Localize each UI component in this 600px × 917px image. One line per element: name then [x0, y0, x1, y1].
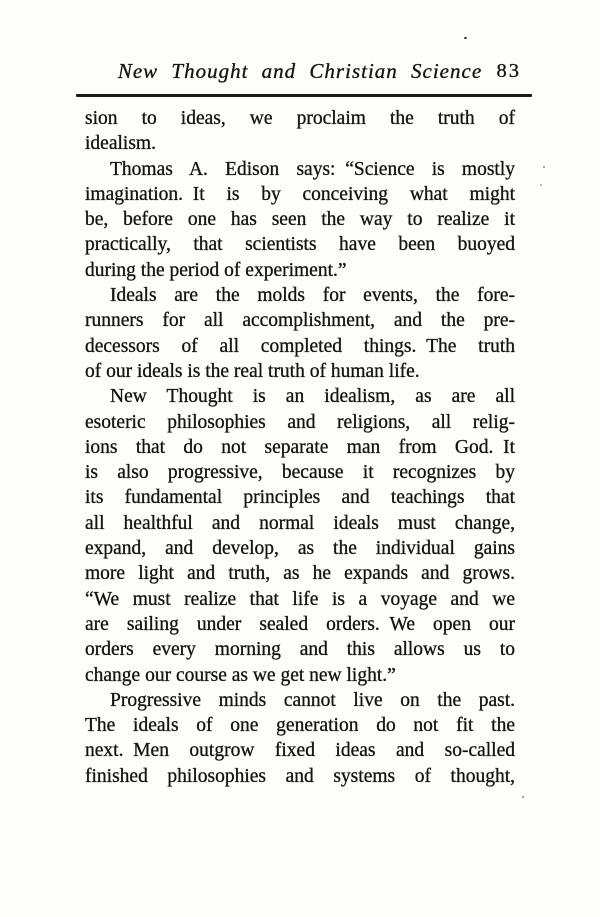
text-line: more light and truth, as he expands and grows. [85, 563, 515, 585]
text-line: are sailing under sealed orders. We open our [85, 613, 515, 635]
running-header [85, 58, 521, 84]
text-line: during the period of experiment.” [85, 259, 347, 281]
text-line: “We must realize that life is a voyage and we [85, 588, 515, 610]
text-line: runners for all accomplishment, and the pre- [85, 310, 515, 332]
text-line: esoteric philosophies and religions, all relig- [85, 411, 515, 433]
page-body-text [85, 106, 515, 789]
running-header-title: New Thought and Christian Science [117, 59, 483, 83]
paragraph [85, 688, 515, 789]
paragraph [85, 283, 515, 384]
text-line: orders every morning and this allows us to [85, 639, 515, 661]
scan-artifact-dot [540, 184, 542, 186]
paragraph [85, 106, 515, 157]
text-line: is also progressive, because it recognizes by [85, 462, 515, 484]
text-line: The ideals of one generation do not fit the [85, 715, 515, 737]
text-line: Ideals are the molds for events, the fore- [110, 285, 515, 307]
text-line: ions that do not separate man from God. It [85, 436, 515, 458]
text-line: its fundamental principles and teachings that [85, 487, 515, 509]
text-line: idealism. [85, 133, 156, 155]
text-line: change our course as we get new light.” [85, 664, 396, 686]
text-line: New Thought is an idealism, as are all [110, 386, 515, 408]
text-line: Thomas A. Edison says: “Science is mostly [110, 158, 515, 180]
text-line: be, before one has seen the way to realize it [85, 209, 515, 231]
text-line: sion to ideas, we proclaim the truth of [85, 108, 515, 129]
paragraph [85, 157, 515, 283]
scan-artifact-dot [522, 796, 524, 798]
paragraph [85, 384, 515, 688]
text-line: practically, that scientists have been buoyed [85, 234, 515, 256]
page-number: 83 [496, 60, 521, 82]
text-line: Progressive minds cannot live on the past. [110, 689, 515, 711]
text-line: next. Men outgrow fixed ideas and so-called [85, 740, 515, 762]
text-line: imagination. It is by conceiving what might [85, 183, 515, 205]
header-rule [76, 94, 532, 97]
text-line: of our ideals is the real truth of human life. [85, 360, 420, 382]
scan-artifact-dot [464, 37, 467, 39]
text-line: all healthful and normal ideals must change, [85, 512, 515, 534]
scan-artifact-dot [543, 166, 545, 168]
text-line: decessors of all completed things. The truth [85, 335, 515, 357]
text-line: finished philosophies and systems of thought, [85, 765, 515, 787]
text-line: expand, and develop, as the individual gains [85, 538, 515, 560]
